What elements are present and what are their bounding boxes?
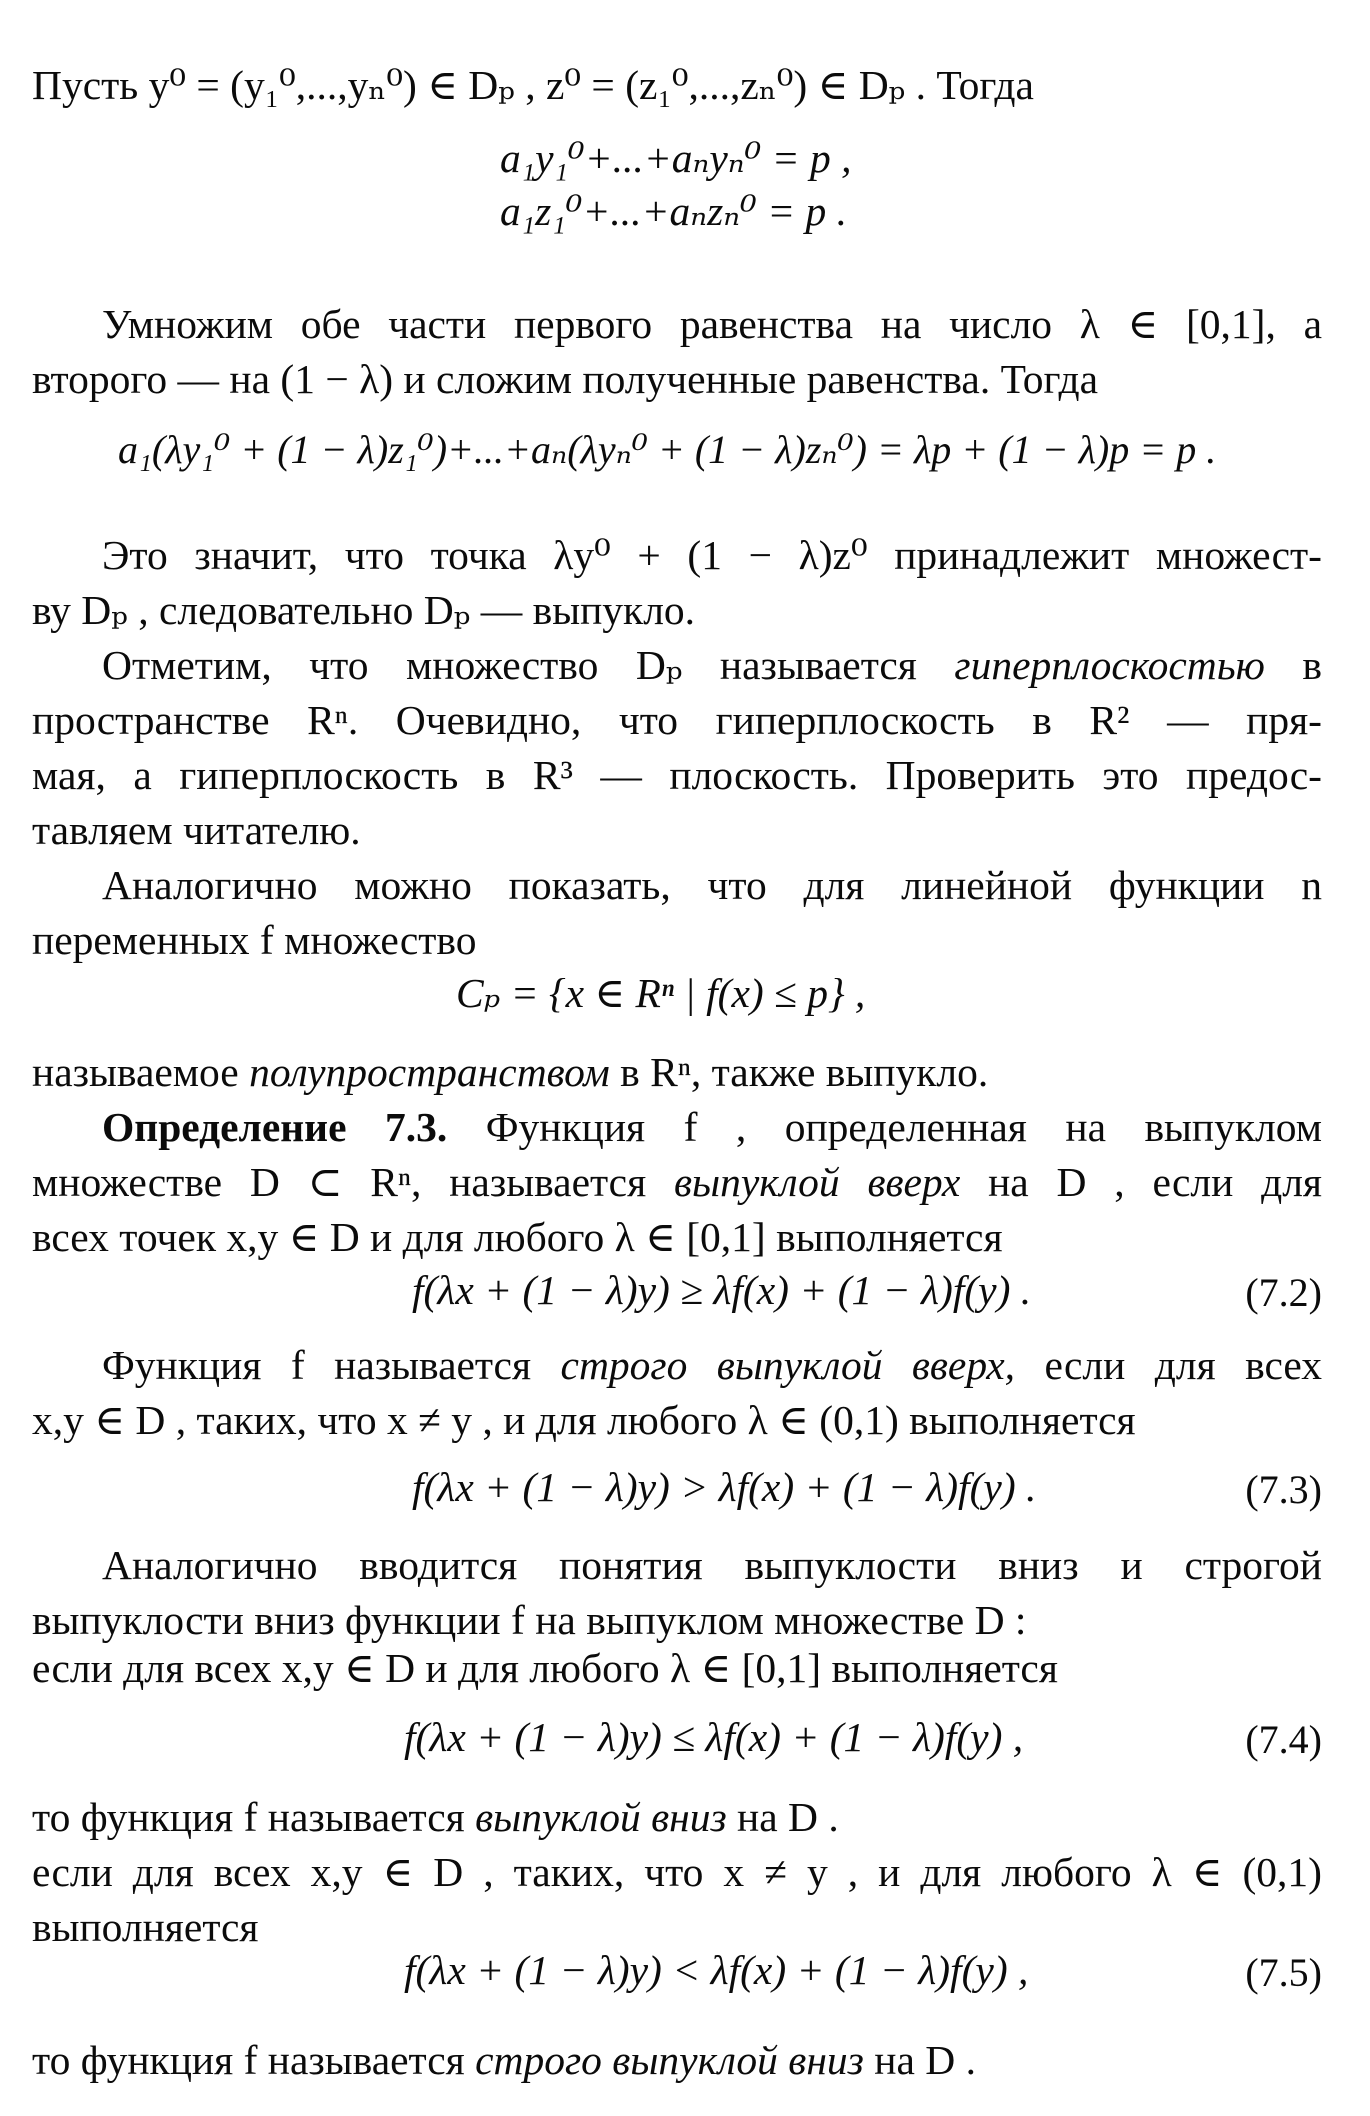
formula-sum: a₁(λy₁⁰ + (1 − λ)z₁⁰)+...+aₙ(λyₙ⁰ + (1 − λ)zₙ⁰) = λp + (1 − λ)p = p .: [118, 427, 1217, 472]
text-line: Умножим обе части первого равенства на число λ ∈ [0,1], а: [102, 301, 1322, 347]
text-line: x,y ∈ D , таких, что x ≠ y , и для любого λ ∈ (0,1) выполняется: [32, 1397, 1136, 1443]
text-line: выпуклости вниз функции f на выпуклом множестве D :: [32, 1597, 1027, 1643]
text-line: [32, 1155, 1322, 1210]
term-convex-down: выпуклой вниз: [475, 1794, 727, 1840]
text-line: [32, 1100, 1322, 1155]
formula-7-2: f(λx + (1 − λ)y) ≥ λf(x) + (1 − λ)f(y) .: [412, 1267, 1032, 1313]
text-line: Это значит, что точка λy⁰ + (1 − λ)z⁰ принадлежит множест-: [102, 532, 1322, 578]
text-line: мая, а гиперплоскость в R³ — плоскость. Проверить это предос-: [32, 752, 1322, 798]
formula-equation-2: a₁z₁⁰+...+aₙzₙ⁰ = p .: [500, 188, 847, 234]
text-line: [32, 1790, 1322, 1845]
text-span: на D .: [737, 1794, 839, 1840]
equation-number: (7.5): [1245, 1950, 1322, 1995]
text-span: множестве D ⊂ Rⁿ, называется: [32, 1159, 647, 1205]
term-strictly-convex-down: строго выпуклой вниз: [475, 2037, 864, 2083]
text-line: [32, 58, 1322, 113]
equation-number: (7.2): [1245, 1270, 1322, 1315]
paragraph-hyperplane: [32, 638, 1322, 858]
equation-number: (7.3): [1245, 1467, 1322, 1512]
text-line: если для всех x,y ∈ D и для любого λ ∈ [0,1] выполняется: [32, 1645, 1058, 1691]
formula-7-3: f(λx + (1 − λ)y) > λf(x) + (1 − λ)f(y) .: [412, 1464, 1037, 1510]
text-line: переменных f множество: [32, 917, 477, 963]
text-line: тавляем читателю.: [32, 807, 361, 853]
paragraph-convex-down: [32, 1538, 1322, 1648]
text-span: Отметим, что множество Dₚ называется: [102, 642, 917, 688]
text-span: если для всех: [1044, 1342, 1323, 1388]
paragraph-multiply: [32, 297, 1322, 407]
text-line: [32, 2033, 1322, 2088]
text-span: на D , если для: [988, 1159, 1323, 1205]
text-line: Аналогично вводится понятия выпуклости вниз и строгой: [102, 1542, 1322, 1588]
text-line: ву Dₚ , следовательно Dₚ — выпукло.: [32, 587, 696, 633]
term-hyperplane: гиперплоскостью: [954, 642, 1265, 688]
equation-number: (7.4): [1245, 1717, 1322, 1762]
text-line: выполняется: [32, 1904, 259, 1950]
paragraph-strict-up: [32, 1338, 1322, 1448]
definition-label: Определение 7.3.: [102, 1104, 448, 1150]
text-line: второго — на (1 − λ) и сложим полученные равенства. Тогда: [32, 356, 1099, 402]
paragraph-convex-down-def: [32, 1790, 1322, 1955]
definition-7-3: [32, 1100, 1322, 1265]
text-span: то функция f называется: [32, 1794, 465, 1840]
text-span: Функция f называется: [102, 1342, 532, 1388]
paragraph-linear: [32, 858, 1322, 968]
text-span: на D .: [874, 2037, 976, 2083]
paragraph-condition: [32, 1641, 1322, 1696]
text-span: в: [1302, 642, 1322, 688]
text-line: [32, 1045, 1322, 1100]
line-let: Пусть y⁰ = (y₁⁰,...,yₙ⁰) ∈ Dₚ , z⁰ = (z₁⁰,...,zₙ⁰) ∈ Dₚ . Тогда: [32, 62, 1034, 108]
text-span: в Rⁿ, также выпукло.: [620, 1049, 989, 1095]
formula-7-4: f(λx + (1 − λ)y) ≤ λf(x) + (1 − λ)f(y) ,: [404, 1714, 1024, 1760]
term-halfspace: полупространством: [249, 1049, 610, 1095]
text-line: Аналогично можно показать, что для линейной функции n: [102, 862, 1322, 908]
paragraph-halfspace: [32, 1045, 1322, 1100]
text-line: [32, 638, 1322, 693]
text-line: если для всех x,y ∈ D , таких, что x ≠ y , и для любого λ ∈ (0,1): [32, 1849, 1322, 1895]
text-line: пространстве Rⁿ. Очевидно, что гиперплоскость в R² — пря-: [32, 697, 1322, 743]
formula-7-5: f(λx + (1 − λ)y) < λf(x) + (1 − λ)f(y) ,: [404, 1947, 1029, 1993]
term-convex-up: выпуклой вверх: [674, 1159, 961, 1205]
term-strictly-convex-up: строго выпуклой вверх,: [560, 1342, 1016, 1388]
formula-equation-1: a₁y₁⁰+...+aₙyₙ⁰ = p ,: [500, 135, 852, 181]
text-line: всех точек x,y ∈ D и для любого λ ∈ [0,1] выполняется: [32, 1214, 1003, 1260]
paragraph-convex-dp: [32, 528, 1322, 638]
text-span: Функция f , определенная на выпуклом: [485, 1104, 1322, 1150]
formula-halfspace: Cₚ = {x ∈ Rⁿ | f(x) ≤ p} ,: [456, 970, 866, 1016]
text-span: называемое: [32, 1049, 239, 1095]
text-line: [32, 1338, 1322, 1393]
paragraph-strict-down: [32, 2033, 1322, 2088]
text-span: то функция f называется: [32, 2037, 465, 2083]
